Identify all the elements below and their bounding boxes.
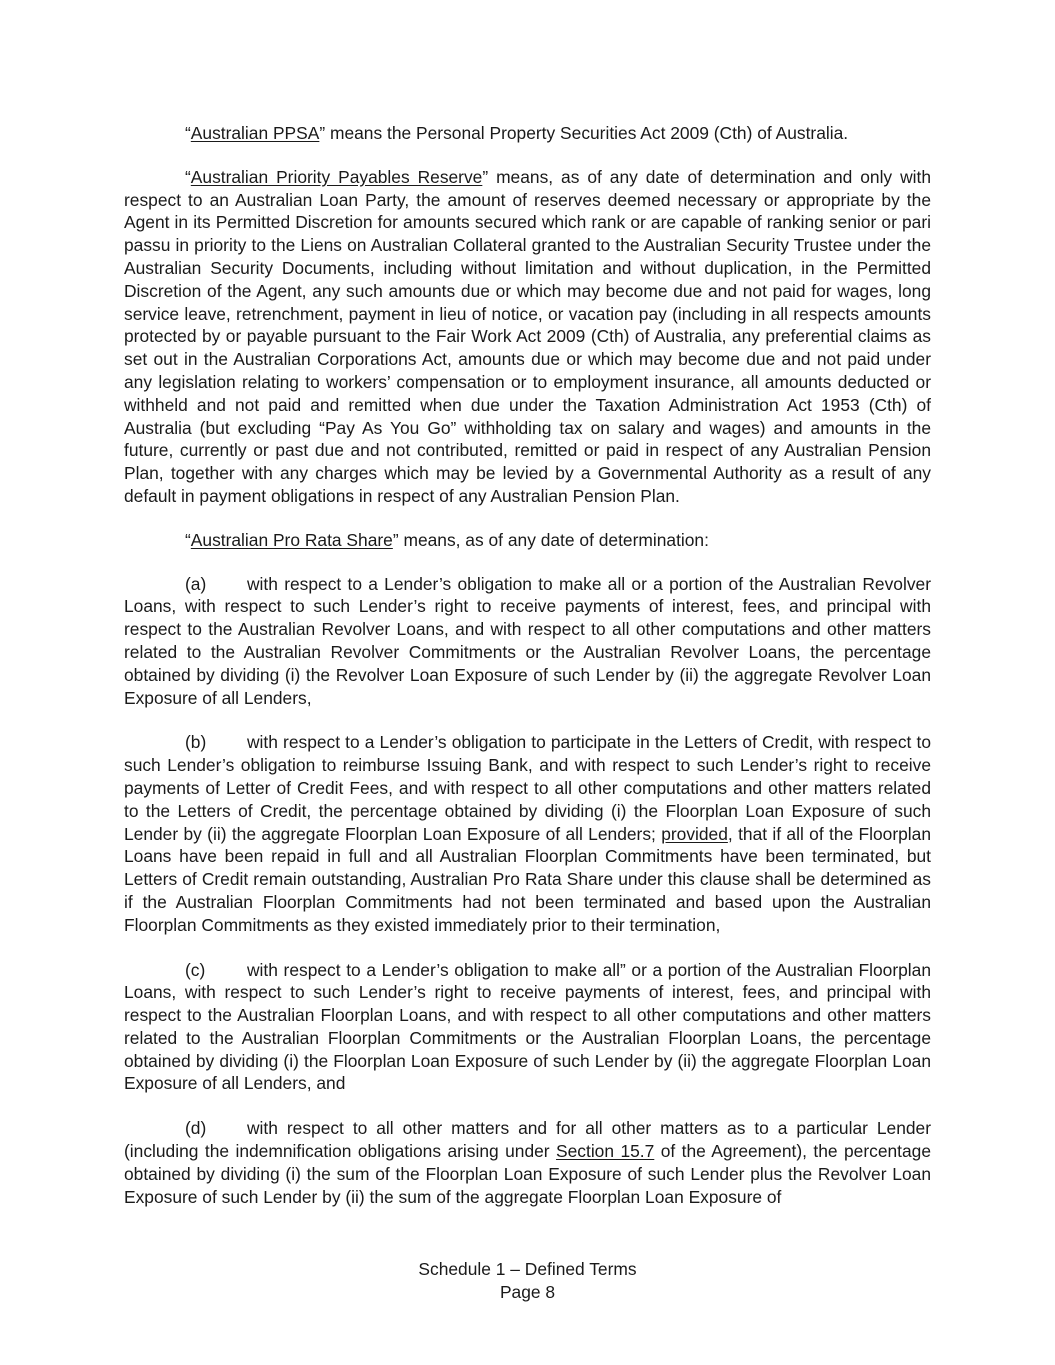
definition-australian-pro-rata-share <box>124 529 931 552</box>
definition-text: ” means the Personal Property Securities Act 2009 (Cth) of Australia. <box>319 123 849 143</box>
clause-label: (a) <box>185 573 207 594</box>
clause-d <box>124 1117 931 1208</box>
clause-text: with respect to all other matters and for all other matters as to a particular Lender (including the indemnification obligations arising under <box>124 1118 931 1162</box>
defined-term: Australian Priority Payables Reserve <box>190 166 483 187</box>
clause-b <box>124 731 931 936</box>
definition-australian-priority-payables-reserve <box>124 166 931 508</box>
page-number: Page 8 <box>499 1282 556 1302</box>
clause-label: (c) <box>185 959 206 980</box>
clause-label: (d) <box>185 1118 207 1139</box>
clause-label: (b) <box>185 732 207 753</box>
clause-c <box>124 959 931 1096</box>
clause-text-continued: of the Agreement), the percentage obtained by dividing (i) the sum of the Floorplan Loan Exposure of such Lender plus the Revolver Loan Exposure of such Lender by (ii) the sum of the aggregate Floorplan Loan Exposure of <box>124 1141 932 1207</box>
open-quote: “ <box>185 166 191 187</box>
footer-title: Schedule 1 – Defined Terms <box>418 1259 637 1279</box>
clause-a <box>124 573 931 710</box>
defined-term: Australian Pro Rata Share <box>190 529 393 550</box>
clause-text: with respect to a Lender’s obligation to make all or a portion of the Australian Revolver Loans, with respect to such Lender’s right to receive payments of interest, fees, and principal with respect to the Australian Revolver Loans, and with respect to all other computations and other matters related to the Australian Revolver Commitments or the Australian Revolver Loans, the percentage obtained by dividing (i) the Revolver Loan Exposure of such Lender by (ii) the aggregate Revolver Loan Exposure of all Lenders, <box>124 573 931 708</box>
document-body <box>124 122 931 1230</box>
open-quote: “ <box>185 123 191 143</box>
clause-text: with respect to a Lender’s obligation to make all” or a portion of the Australian Floorplan Loans, with respect to such Lender’s right to receive payments of interest, fees, and principal with respect to the Australian Floorplan Loans, and with respect to all other computations and other matters related to the Australian Floorplan Commitments or the Australian Floorplan Loans, the percentage obtained by dividing (i) the Floorplan Loan Exposure of such Lender by (ii) the aggregate Floorplan Loan Exposure of all Lenders, and <box>124 959 931 1094</box>
section-reference: Section 15.7 <box>556 1141 655 1162</box>
definition-australian-ppsa <box>124 122 931 145</box>
definition-text: ” means, as of any date of determination: <box>392 529 709 550</box>
defined-term: Australian PPSA <box>190 123 320 143</box>
definition-text: ” means, as of any date of determination and only with respect to an Australian Loan Party, the amount of reserves deemed necessary or appropriate by the Agent in its Permitted Discretion for amounts secured which rank or are capable of ranking senior or pari passu in priority to the Liens on Australian Collateral granted to the Australian Security Trustee under the Australian Security Documents, including without limitation and without duplication, in the Permitted Discretion of the Agent, any such amounts due or which may become due and not paid for wages, long service leave, retrenchment, payment in lieu of notice, or vacation pay (including in all respects amounts protected by or payable pursuant to the Fair Work Act 2009 (Cth) of Australia, any preferential claims as set out in the Australian Corporations Act, amounts due or which may become due and not paid under any legislation relating to workers’ compensation or to employment insurance, all amounts deducted or withheld and not paid and remitted when due under the Taxation Administration Act 1953 (Cth) of Australia (but excluding “Pay As You Go” withholding tax on salary and wages) and amounts in the future, currently or past due and not contributed, remitted or paid in respect of any Australian Pension Plan, together with any charges which may be levied by a Governmental Authority as a result of any default in payment obligations in respect of any Australian Pension Plan. <box>124 166 931 506</box>
open-quote: “ <box>185 529 191 550</box>
clause-text: with respect to a Lender’s obligation to participate in the Letters of Credit, with respect to such Lender’s obligation to reimburse Issuing Bank, and with respect to such Lender’s right to receive payments of Letter of Credit Fees, and with respect to all other computations and other matters related to the Letters of Credit, the percentage obtained by dividing (i) the Floorplan Loan Exposure of such Lender by (ii) the aggregate Floorplan Loan Exposure of all Lenders; <box>124 732 931 844</box>
proviso-term: provided <box>661 823 728 844</box>
clause-text-continued: , that if all of the Floorplan Loans have been repaid in full and all Australian Floorplan Commitments have been terminated, but Letters of Credit remain outstanding, Australian Pro Rata Share under this clause shall be determined as if the Australian Floorplan Commitments had not been terminated and based upon the Australian Floorplan Commitments as they existed immediately prior to their termination, <box>124 823 931 935</box>
